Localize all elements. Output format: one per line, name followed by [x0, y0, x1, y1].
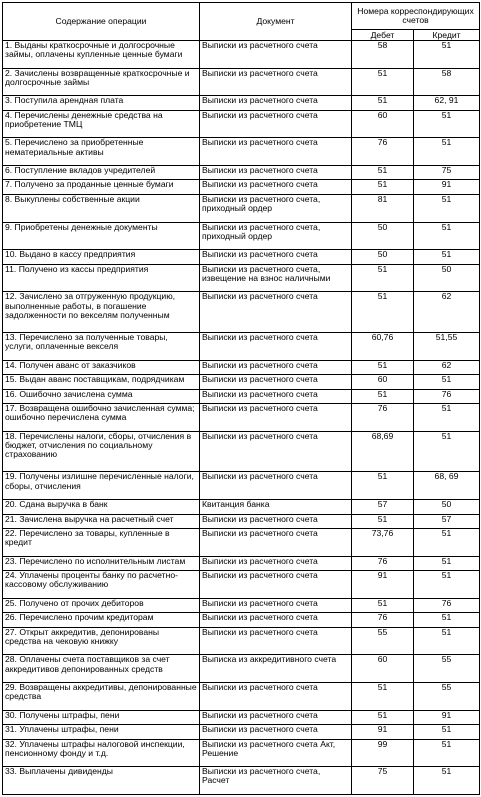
header-document: Документ — [200, 3, 352, 41]
debit-cell: 55 — [352, 627, 414, 655]
credit-cell: 50 — [414, 264, 480, 292]
operation-cell: 1. Выданы краткосрочные и долгосрочные займы, оплачены купленные ценные бумаги — [3, 41, 200, 69]
operation-cell: 25. Получено от прочих дебиторов — [3, 598, 200, 613]
document-cell: Выписки из расчетного счета — [200, 360, 352, 375]
operation-cell: 14. Получен аванс от заказчиков — [3, 360, 200, 375]
credit-cell: 51 — [414, 613, 480, 628]
credit-cell: 51 — [414, 138, 480, 166]
table-row — [3, 556, 480, 571]
table-row — [3, 767, 480, 795]
debit-cell: 91 — [352, 725, 414, 740]
document-cell: Выписки из расчетного счета — [200, 96, 352, 111]
document-cell: Выписки из расчетного счета — [200, 725, 352, 740]
debit-cell: 51 — [352, 180, 414, 195]
header-content: Содержание операции — [3, 3, 200, 41]
credit-cell: 51 — [414, 375, 480, 390]
credit-cell: 76 — [414, 389, 480, 404]
table-row — [3, 222, 480, 250]
header-accounts: Номера корреспондирующих счетов — [352, 3, 480, 30]
document-cell: Выписки из расчетного счета — [200, 613, 352, 628]
debit-cell: 51 — [352, 264, 414, 292]
document-cell: Выписки из расчетного счета — [200, 682, 352, 710]
operation-cell: 24. Уплачены проценты банку по расчетно-кассовому обслуживанию — [3, 571, 200, 599]
credit-cell: 62, 91 — [414, 96, 480, 111]
document-cell: Выписки из расчетного счета — [200, 375, 352, 390]
debit-cell: 50 — [352, 222, 414, 250]
document-cell: Выписки из расчетного счета, извещение на взнос наличными — [200, 264, 352, 292]
operation-cell: 17. Возвращена ошибочно зачисленная сумма; ошибочно перечислена сумма — [3, 404, 200, 432]
header-credit: Кредит — [414, 30, 480, 41]
table-row — [3, 292, 480, 333]
table-row — [3, 529, 480, 557]
operation-cell: 20. Сдана выручка в банк — [3, 500, 200, 515]
table-row — [3, 110, 480, 138]
operation-cell: 32. Уплачены штрафы налоговой инспекции, пенсионному фонду и т.д. — [3, 739, 200, 767]
credit-cell: 51 — [414, 767, 480, 795]
debit-cell: 51 — [352, 514, 414, 529]
table-row — [3, 739, 480, 767]
credit-cell: 58 — [414, 68, 480, 96]
operation-cell: 11. Получено из кассы предприятия — [3, 264, 200, 292]
table-row — [3, 332, 480, 360]
credit-cell: 51 — [414, 222, 480, 250]
debit-cell: 57 — [352, 500, 414, 515]
document-cell: Выписки из расчетного счета — [200, 404, 352, 432]
operation-cell: 18. Перечислены налоги, сборы, отчисления в бюджет, отчисления по социальному страхованию — [3, 431, 200, 472]
table-row — [3, 571, 480, 599]
credit-cell: 57 — [414, 514, 480, 529]
operation-cell: 28. Оплачены счета поставщиков за счет аккредитивов депонированных средств — [3, 655, 200, 683]
document-cell: Квитанция банка — [200, 500, 352, 515]
document-cell: Выписки из расчетного счета — [200, 627, 352, 655]
table-row — [3, 68, 480, 96]
document-cell: Выписки из расчетного счета — [200, 571, 352, 599]
table-row — [3, 500, 480, 515]
operation-cell: 3. Поступила арендная плата — [3, 96, 200, 111]
document-cell: Выписки из расчетного счета — [200, 514, 352, 529]
debit-cell: 51 — [352, 292, 414, 333]
debit-cell: 99 — [352, 739, 414, 767]
operation-cell: 30. Получены штрафы, пени — [3, 710, 200, 725]
credit-cell: 51 — [414, 250, 480, 265]
operations-body — [3, 41, 480, 795]
document-cell: Выписки из расчетного счета — [200, 332, 352, 360]
table-row — [3, 389, 480, 404]
credit-cell: 50 — [414, 500, 480, 515]
header-row — [3, 3, 480, 30]
table-row — [3, 264, 480, 292]
table-row — [3, 180, 480, 195]
debit-cell: 58 — [352, 41, 414, 69]
table-row — [3, 41, 480, 69]
operation-cell: 13. Перечислено за полученные товары, услуги, оплаченные векселя — [3, 332, 200, 360]
debit-cell: 81 — [352, 194, 414, 222]
document-cell: Выписки из расчетного счета — [200, 710, 352, 725]
document-cell: Выписки из расчетного счета — [200, 556, 352, 571]
debit-cell: 60 — [352, 110, 414, 138]
operation-cell: 22. Перечислено за товары, купленные в кредит — [3, 529, 200, 557]
table-row — [3, 710, 480, 725]
debit-cell: 60 — [352, 375, 414, 390]
document-cell: Выписки из расчетного счета — [200, 529, 352, 557]
table-row — [3, 250, 480, 265]
debit-cell: 51 — [352, 389, 414, 404]
debit-cell: 60,76 — [352, 332, 414, 360]
document-cell: Выписки из расчетного счета — [200, 292, 352, 333]
debit-cell: 76 — [352, 613, 414, 628]
credit-cell: 55 — [414, 655, 480, 683]
credit-cell: 51 — [414, 725, 480, 740]
document-cell: Выписки из расчетного счета — [200, 41, 352, 69]
operation-cell: 5. Перечислено за приобретенные нематериальные активы — [3, 138, 200, 166]
credit-cell: 68, 69 — [414, 472, 480, 500]
debit-cell: 50 — [352, 250, 414, 265]
credit-cell: 62 — [414, 360, 480, 375]
credit-cell: 51 — [414, 627, 480, 655]
debit-cell: 68,69 — [352, 431, 414, 472]
document-cell: Выписки из расчетного счета, Расчет — [200, 767, 352, 795]
credit-cell: 51 — [414, 110, 480, 138]
document-cell: Выписки из расчетного счета — [200, 250, 352, 265]
debit-cell: 76 — [352, 138, 414, 166]
operations-table — [2, 2, 480, 795]
table-row — [3, 627, 480, 655]
table-row — [3, 472, 480, 500]
operation-cell: 27. Открыт аккредитив, депонированы средства на чековую книжку — [3, 627, 200, 655]
operation-cell: 6. Поступление вкладов учредителей — [3, 165, 200, 180]
operation-cell: 10. Выдано в кассу предприятия — [3, 250, 200, 265]
table-row — [3, 194, 480, 222]
credit-cell: 51 — [414, 529, 480, 557]
debit-cell: 51 — [352, 598, 414, 613]
credit-cell: 51 — [414, 431, 480, 472]
credit-cell: 75 — [414, 165, 480, 180]
operation-cell: 26. Перечислено прочим кредиторам — [3, 613, 200, 628]
debit-cell: 76 — [352, 404, 414, 432]
credit-cell: 91 — [414, 180, 480, 195]
document-cell: Выписки из расчетного счета — [200, 68, 352, 96]
credit-cell: 51 — [414, 404, 480, 432]
credit-cell: 55 — [414, 682, 480, 710]
table-row — [3, 375, 480, 390]
document-cell: Выписки из расчетного счета — [200, 138, 352, 166]
document-cell: Выписки из расчетного счета — [200, 165, 352, 180]
credit-cell: 51 — [414, 41, 480, 69]
debit-cell: 75 — [352, 767, 414, 795]
table-row — [3, 138, 480, 166]
operation-cell: 9. Приобретены денежные документы — [3, 222, 200, 250]
operation-cell: 4. Перечислены денежные средства на приобретение ТМЦ — [3, 110, 200, 138]
credit-cell: 51 — [414, 194, 480, 222]
credit-cell: 76 — [414, 598, 480, 613]
debit-cell: 76 — [352, 556, 414, 571]
debit-cell: 51 — [352, 165, 414, 180]
operation-cell: 29. Возвращены аккредитивы, депонированные средства — [3, 682, 200, 710]
document-cell: Выписки из расчетного счета — [200, 180, 352, 195]
debit-cell: 51 — [352, 360, 414, 375]
table-row — [3, 431, 480, 472]
document-cell: Выписка из аккредитивного счета — [200, 655, 352, 683]
credit-cell: 62 — [414, 292, 480, 333]
credit-cell: 51 — [414, 556, 480, 571]
debit-cell: 51 — [352, 710, 414, 725]
table-row — [3, 655, 480, 683]
debit-cell: 51 — [352, 682, 414, 710]
operation-cell: 23. Перечислено по исполнительным листам — [3, 556, 200, 571]
document-cell: Выписки из расчетного счета — [200, 431, 352, 472]
debit-cell: 60 — [352, 655, 414, 683]
document-cell: Выписки из расчетного счета — [200, 389, 352, 404]
table-row — [3, 682, 480, 710]
operation-cell: 2. Зачислены возвращенные краткосрочные и долгосрочные займы — [3, 68, 200, 96]
operation-cell: 31. Уплачены штрафы, пени — [3, 725, 200, 740]
document-cell: Выписки из расчетного счета — [200, 472, 352, 500]
table-row — [3, 360, 480, 375]
operation-cell: 19. Получены излишне перечисленные налоги, сборы, отчисления — [3, 472, 200, 500]
table-row — [3, 514, 480, 529]
table-row — [3, 725, 480, 740]
document-cell: Выписки из расчетного счета Акт, Решение — [200, 739, 352, 767]
operation-cell: 16. Ошибочно зачислена сумма — [3, 389, 200, 404]
credit-cell: 51 — [414, 571, 480, 599]
table-row — [3, 165, 480, 180]
debit-cell: 51 — [352, 68, 414, 96]
table-row — [3, 96, 480, 111]
debit-cell: 91 — [352, 571, 414, 599]
debit-cell: 73,76 — [352, 529, 414, 557]
operation-cell: 8. Выкуплены собственные акции — [3, 194, 200, 222]
operation-cell: 21. Зачислена выручка на расчетный счет — [3, 514, 200, 529]
credit-cell: 91 — [414, 710, 480, 725]
operation-cell: 33. Выплачены дивиденды — [3, 767, 200, 795]
document-cell: Выписки из расчетного счета, приходный ордер — [200, 222, 352, 250]
document-cell: Выписки из расчетного счета, приходный ордер — [200, 194, 352, 222]
document-cell: Выписки из расчетного счета — [200, 110, 352, 138]
credit-cell: 51,55 — [414, 332, 480, 360]
document-cell: Выписки из расчетного счета — [200, 598, 352, 613]
table-row — [3, 613, 480, 628]
operation-cell: 12. Зачислено за отгруженную продукцию, выполненные работы, в погашение задолженности по векселям полученным — [3, 292, 200, 333]
debit-cell: 51 — [352, 472, 414, 500]
table-row — [3, 598, 480, 613]
table-row — [3, 404, 480, 432]
operation-cell: 15. Выдан аванс поставщикам, подрядчикам — [3, 375, 200, 390]
credit-cell: 51 — [414, 739, 480, 767]
debit-cell: 51 — [352, 96, 414, 111]
operation-cell: 7. Получено за проданные ценные бумаги — [3, 180, 200, 195]
header-debit: Дебет — [352, 30, 414, 41]
